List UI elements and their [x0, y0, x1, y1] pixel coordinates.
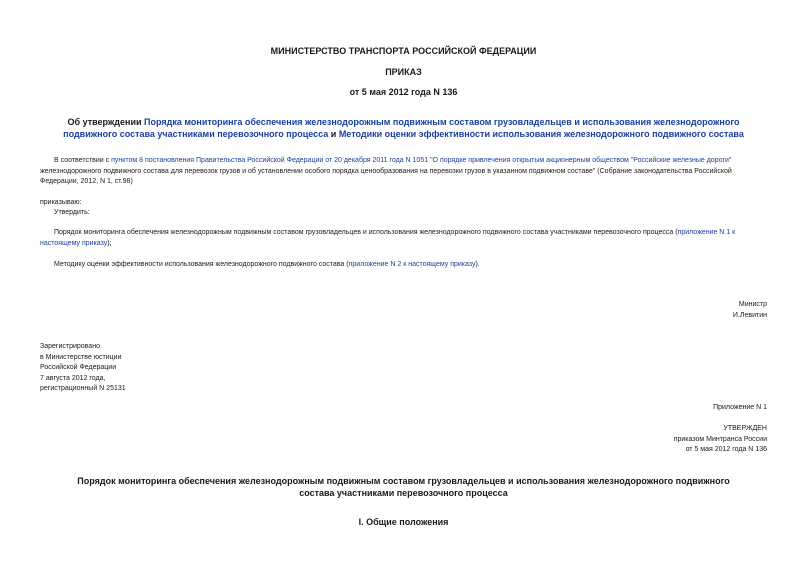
signature-position: Министр: [738, 301, 767, 308]
signature-block: [733, 300, 767, 321]
registration-block: [40, 342, 126, 395]
title-link-procedure[interactable]: Порядка мониторинга обеспечения железнодорожным подвижным составом грузовладельцев и использования железнодорожного подвижного состава участниками перевозочного процесса: [63, 117, 740, 139]
prikazyvayu-text: приказываю:: [40, 199, 82, 206]
preamble-text-end: железнодорожного подвижного состава для перевозок грузов и об установлении особого порядка ценообразования на перевозки грузов в указанном подвижном составе" (Собрание законодательства Российской Федерации, 2012, N 1, ст.98): [40, 167, 732, 186]
document-title: [40, 116, 767, 140]
preamble-decree-link[interactable]: пунктом 8 постановления Правительства Российской Федерации от 20 декабря 2011 года N 1051 "О порядке привлечения открытым акционерным обществом "Российские железные дороги": [111, 157, 732, 164]
preamble-text-start: В соответствии с: [54, 157, 112, 164]
approval-block: [674, 424, 767, 456]
title-conjunction: и: [328, 129, 339, 139]
registration-line-5: регистрационный N 25131: [40, 385, 126, 393]
order-item-1: [40, 228, 768, 249]
doc-type-heading: ПРИКАЗ: [385, 67, 422, 77]
signature-name: И.Левитин: [732, 311, 767, 319]
approved-label: УТВЕРЖДЕН: [723, 425, 767, 432]
utverdit-text: Утвердить:: [54, 209, 90, 216]
appendix-2-link[interactable]: приложение N 2 к настоящему приказу: [348, 261, 476, 268]
ministry-heading: МИНИСТЕРСТВО ТРАНСПОРТА РОССИЙСКОЙ ФЕДЕРАЦИИ: [270, 46, 537, 56]
approved-by-order: приказом Минтранса России: [673, 435, 767, 443]
registration-line-4: 7 августа 2012 года,: [40, 374, 106, 382]
title-link-methodology[interactable]: Методики оценки эффективности использования железнодорожного подвижного состава: [338, 129, 744, 139]
order-item-2-end: ).: [475, 261, 480, 268]
order-item-2: [54, 260, 768, 271]
approved-date: от 5 мая 2012 года N 136: [685, 446, 767, 454]
appendix-1-link[interactable]: приложение N 1 к настоящему приказу: [40, 229, 736, 247]
registration-line-2: в Министерстве юстиции: [40, 353, 122, 361]
title-prefix: Об утверждении: [67, 117, 145, 127]
appendix-label: Приложение N 1: [713, 404, 767, 411]
order-item-1-end: );: [107, 239, 112, 247]
appendix-title: Порядок мониторинга обеспечения железнодорожным подвижным составом грузовладельцев и использования железнодорожного подвижного состава участниками перевозочного процесса: [77, 476, 730, 498]
registration-line-3: Российской Федерации: [40, 364, 117, 372]
registration-line-1: Зарегистрировано: [40, 343, 100, 350]
order-item-1-text: Порядок мониторинга обеспечения железнодорожным подвижным составом грузовладельцев и использования железнодорожного подвижного состава участниками перевозочного процесса (: [54, 229, 678, 236]
order-item-2-text: Методику оценки эффективности использования железнодорожного подвижного состава (: [54, 261, 349, 268]
date-number-heading: от 5 мая 2012 года N 136: [349, 87, 458, 97]
preamble-paragraph: [40, 156, 768, 188]
section-heading: I. Общие положения: [358, 517, 449, 527]
